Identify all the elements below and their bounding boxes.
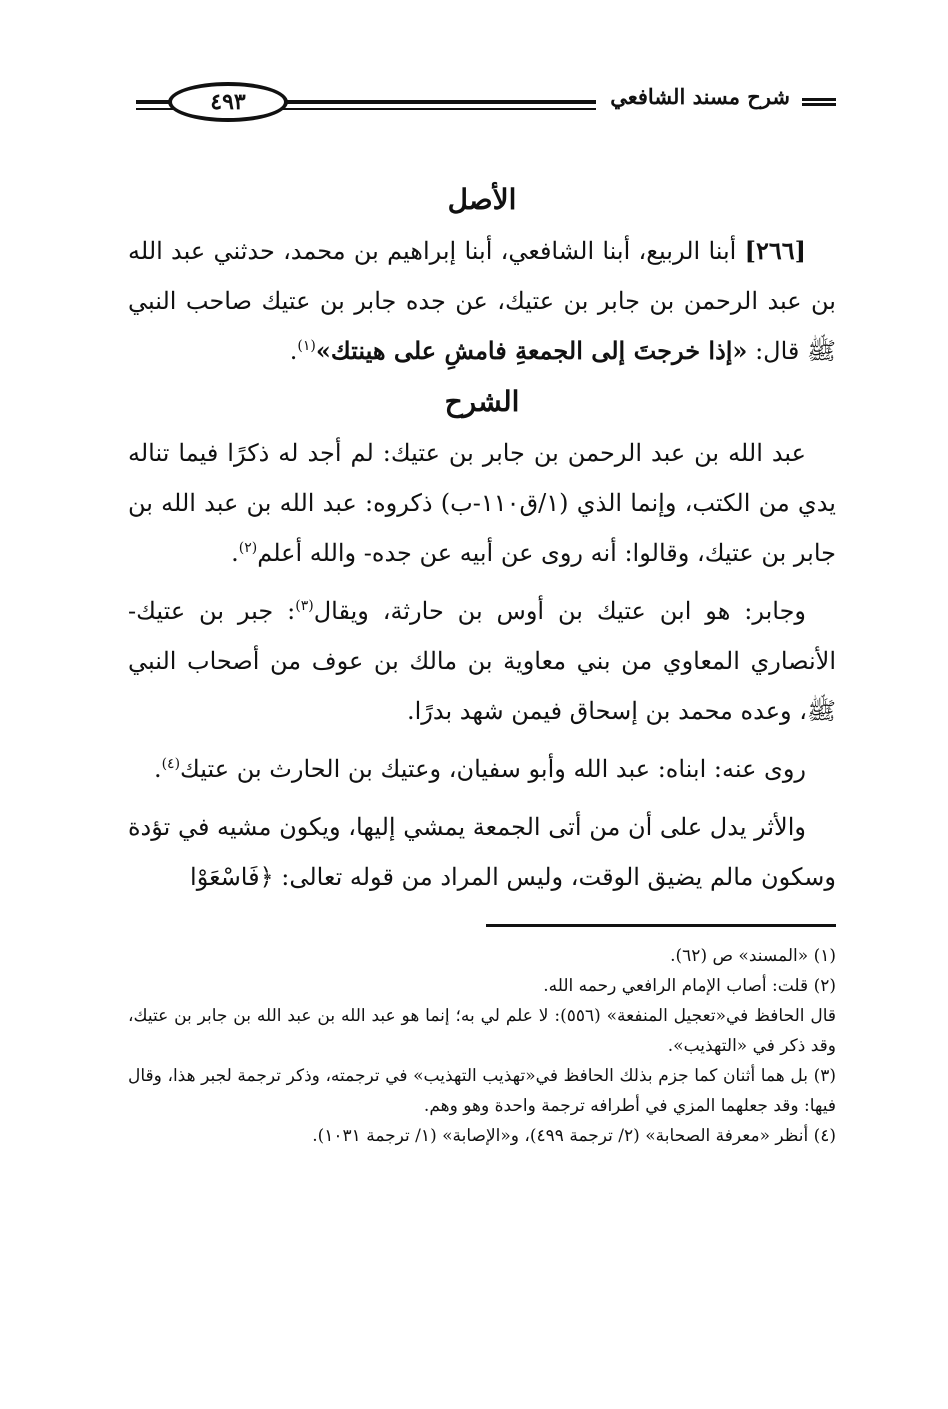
page-number: ٤٩٣ bbox=[168, 82, 288, 122]
sharh-paragraph-4 bbox=[128, 802, 836, 902]
section-title-asl: الأصل bbox=[447, 183, 517, 216]
footnote-3: (٣) بل هما أثنان كما جزم بذلك الحافظ في«تهذيب التهذيب» في ترجمته، وذكر ترجمة لجبر هذا، وقال فيها: وقد جعلهما المزي في أطرافه ترجمة واحدة وهو وهم. bbox=[128, 1066, 836, 1116]
footnote-ref: (٢) bbox=[238, 540, 258, 556]
sharh-p2-text-b: : جبر بن عتيك- الأنصاري المعاوي من بني معاوية بن مالك بن عوف من أصحاب النبي ﷺ، وعده محمد بن إسحاق فيمن شهد بدرًا. bbox=[128, 597, 837, 725]
footnote-4: (٤) أنظر «معرفة الصحابة» (٢/ ترجمة ٤٩٩)، و«الإصابة» (١/ ترجمة ١٠٣١). bbox=[312, 1126, 836, 1146]
footnote-separator bbox=[486, 924, 836, 927]
book-title: شرح مسند الشافعي bbox=[610, 84, 790, 109]
hadith-quote: «إذا خرجتَ إلى الجمعةِ فامشِ على هينتك» bbox=[315, 336, 748, 365]
footnote-ref: (٣) bbox=[295, 598, 314, 614]
sharh-paragraph-3 bbox=[128, 744, 836, 794]
sharh-p1-text: عبد الله بن عبد الرحمن بن جابر بن عتيك: لم أجد له ذكرًا فيما تناله يدي من الكتب، وإنما الذي (١/ق١١٠-ب) ذكروه: عبد الله بن عبد الله بن جابر بن عتيك، وقالوا: أنه روى عن أبيه عن جده- والله أعلم bbox=[128, 439, 836, 567]
sharh-p1-end: . bbox=[231, 539, 239, 567]
book-page bbox=[128, 70, 836, 1151]
footnote-ref: (١) bbox=[297, 338, 316, 354]
hadith-text bbox=[128, 226, 836, 376]
sharh-paragraph-1 bbox=[128, 428, 836, 578]
sharh-p3-end: . bbox=[153, 755, 162, 783]
sharh-p2-text-a: وجابر: هو ابن عتيك بن أوس بن حارثة، ويقال bbox=[313, 597, 807, 625]
hadith-chain: أبنا الربيع، أبنا الشافعي، أبنا إبراهيم بن محمد، حدثني عبد الله بن عبد الرحمن بن جابر بن عتيك، عن جده جابر بن عتيك صاحب النبي ﷺ قال: bbox=[128, 237, 836, 365]
footnote-2: (٢) قلت: أصاب الإمام الرافعي رحمه الله. bbox=[543, 976, 836, 996]
footnote-ref: (٤) bbox=[161, 756, 181, 772]
footnote-1: (١) «المسند» ص (٦٢). bbox=[670, 946, 836, 966]
sharh-p4-text: والأثر يدل على أن من أتى الجمعة يمشي إليها، ويكون مشيه في تؤدة وسكون مالم يضيق الوقت، وليس المراد من قوله تعالى: ﴿فَاسْعَوْا bbox=[127, 813, 836, 891]
header-ornament bbox=[802, 98, 836, 106]
sharh-paragraph-2 bbox=[128, 586, 836, 736]
section-title-sharh: الشرح bbox=[444, 385, 520, 418]
hadith-number: [٢٦٦] bbox=[744, 236, 806, 265]
running-header bbox=[128, 70, 836, 130]
footnote-2-continued: قال الحافظ في«تعجيل المنفعة» (٥٥٦): لا علم لي به؛ إنما هو عبد الله بن عبد الله بن جابر بن عتيك، وقد ذكر في «التهذيب». bbox=[128, 1006, 836, 1056]
hadith-end: . bbox=[289, 337, 298, 365]
sharh-p3-text: روى عنه: ابناه: عبد الله وأبو سفيان، وعتيك بن الحارث بن عتيك bbox=[180, 755, 806, 783]
